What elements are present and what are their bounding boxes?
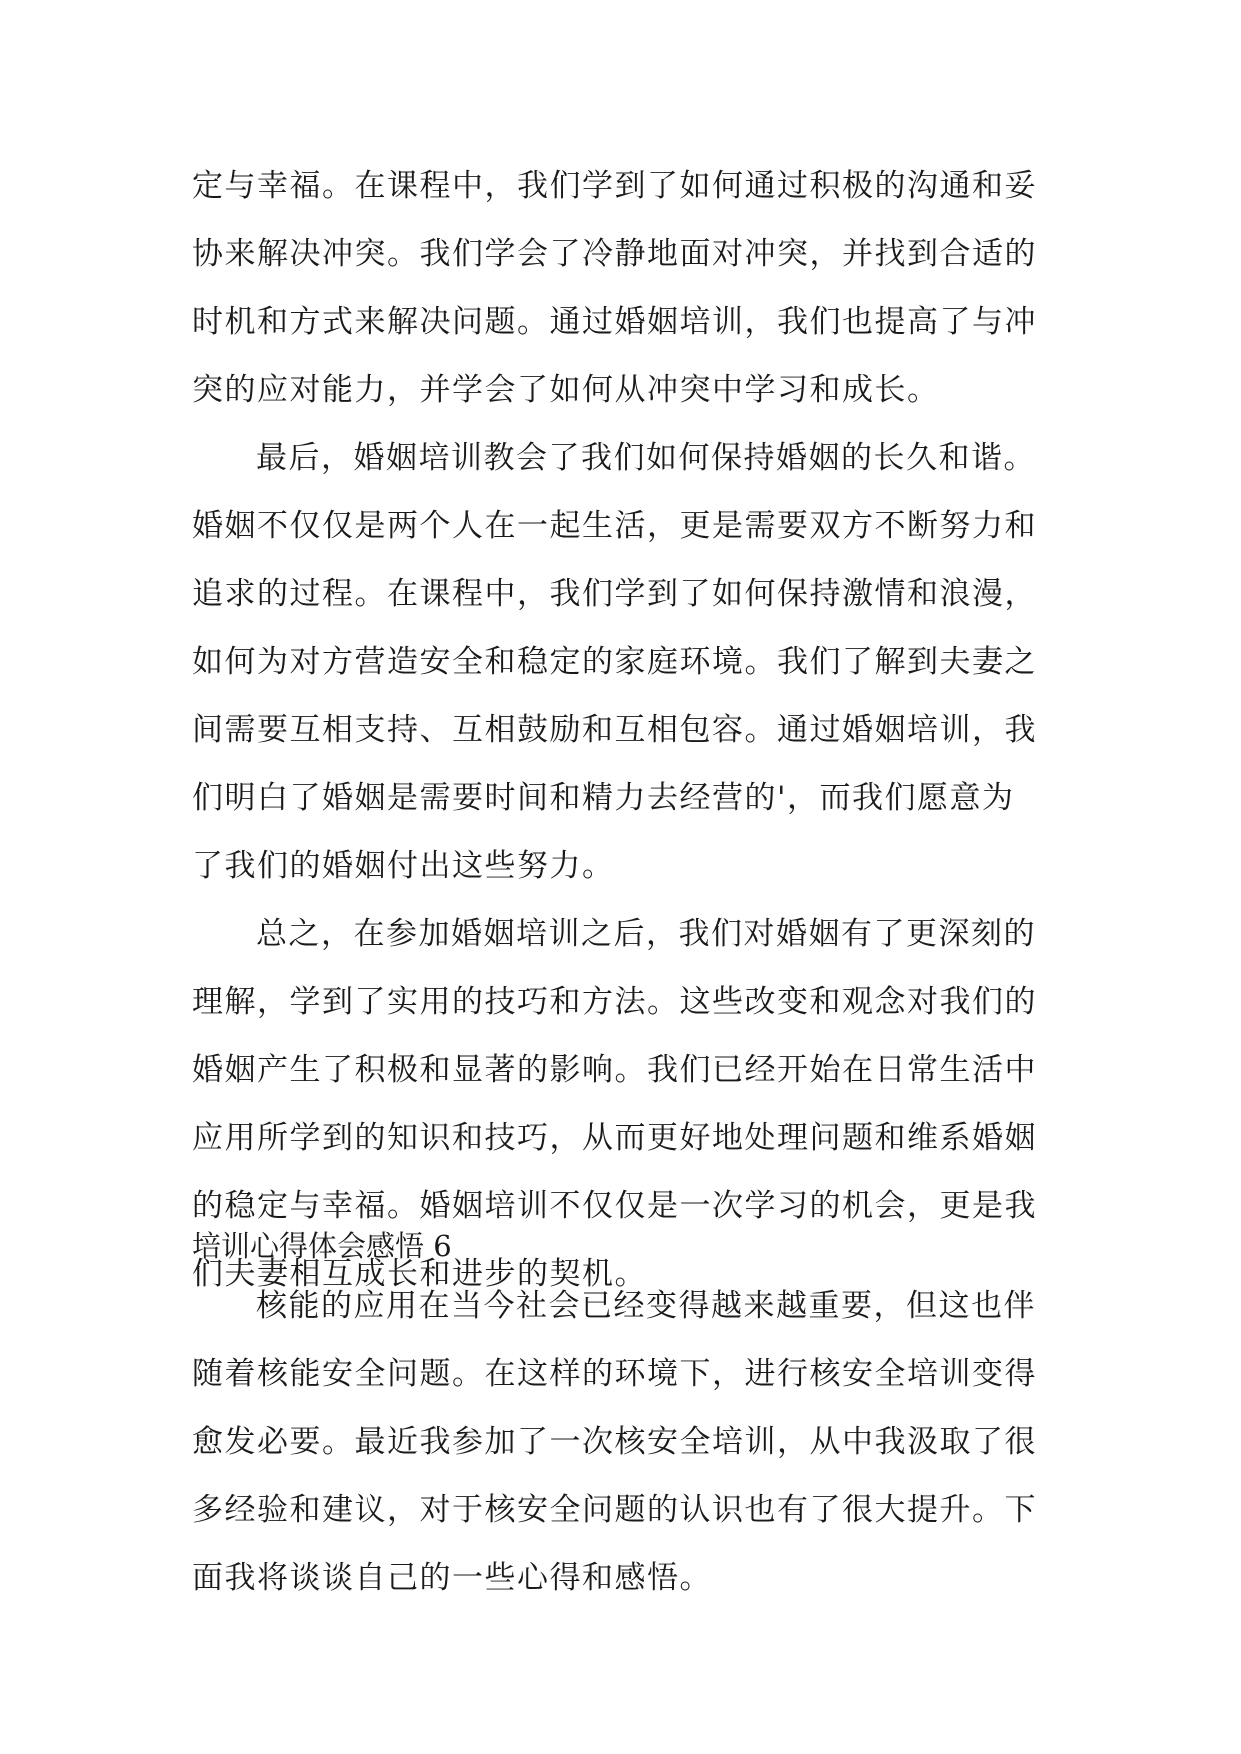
text-line: 核能的应用在当今社会已经变得越来越重要，但这也伴 bbox=[256, 1288, 1036, 1324]
text-line: 面我将谈谈自己的一些心得和感悟。 bbox=[192, 1560, 712, 1596]
text-line: 愈发必要。最近我参加了一次核安全培训，从中我汲取了很 bbox=[192, 1424, 1037, 1460]
section-heading: 培训心得体会感悟 6 bbox=[192, 1229, 452, 1263]
text-line: 了我们的婚姻付出这些努力。 bbox=[192, 848, 615, 884]
text-line: 随着核能安全问题。在这样的环境下，进行核安全培训变得 bbox=[192, 1356, 1037, 1392]
text-line: 多经验和建议，对于核安全问题的认识也有了很大提升。下 bbox=[192, 1492, 1037, 1528]
text-line: 们夫妻相互成长和进步的契机。 bbox=[192, 1256, 647, 1292]
text-line: 总之，在参加婚姻培训之后，我们对婚姻有了更深刻的 bbox=[256, 916, 1036, 952]
text-line: 们明白了婚姻是需要时间和精力去经营的'，而我们愿意为 bbox=[192, 780, 1015, 816]
text-line: 追求的过程。在课程中，我们学到了如何保持激情和浪漫， bbox=[192, 576, 1037, 612]
text-line: 时机和方式来解决问题。通过婚姻培训，我们也提高了与冲 bbox=[192, 304, 1037, 340]
text-line: 理解，学到了实用的技巧和方法。这些改变和观念对我们的 bbox=[192, 984, 1037, 1020]
text-line: 间需要互相支持、互相鼓励和互相包容。通过婚姻培训，我 bbox=[192, 712, 1037, 748]
text-line: 如何为对方营造安全和稳定的家庭环境。我们了解到夫妻之 bbox=[192, 644, 1037, 680]
text-line: 应用所学到的知识和技巧，从而更好地处理问题和维系婚姻 bbox=[192, 1120, 1037, 1156]
text-line: 定与幸福。在课程中，我们学到了如何通过积极的沟通和妥 bbox=[192, 168, 1037, 204]
text-line: 协来解决冲突。我们学会了冷静地面对冲突，并找到合适的 bbox=[192, 236, 1037, 272]
text-line: 的稳定与幸福。婚姻培训不仅仅是一次学习的机会，更是我 bbox=[192, 1188, 1037, 1224]
text-line: 最后，婚姻培训教会了我们如何保持婚姻的长久和谐。 bbox=[256, 440, 1036, 476]
body-text-section-1 bbox=[192, 152, 1052, 1308]
text-line: 婚姻不仅仅是两个人在一起生活，更是需要双方不断努力和 bbox=[192, 508, 1037, 544]
body-text-section-2 bbox=[192, 1272, 1052, 1612]
text-line: 突的应对能力，并学会了如何从冲突中学习和成长。 bbox=[192, 372, 940, 408]
text-line: 婚姻产生了积极和显著的影响。我们已经开始在日常生活中 bbox=[192, 1052, 1037, 1088]
